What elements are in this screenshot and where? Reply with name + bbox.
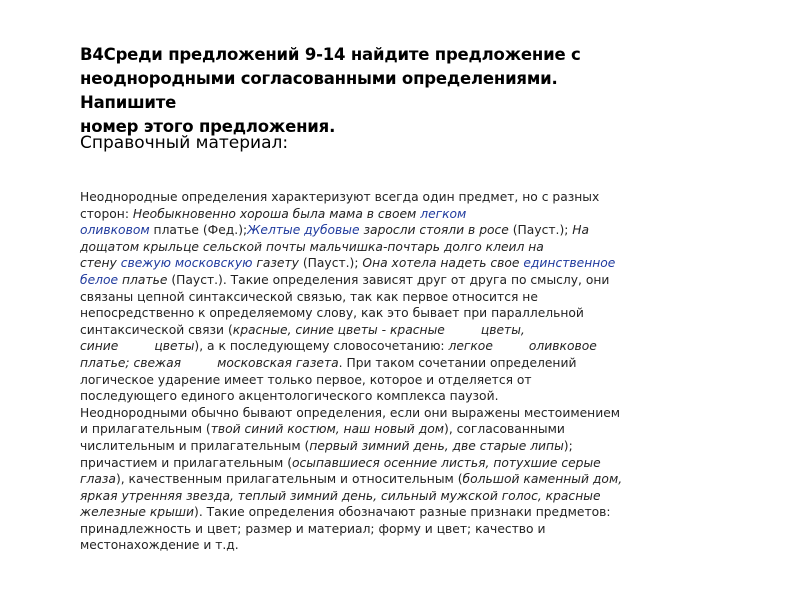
text-segment: ); xyxy=(563,438,573,453)
text-segment: глаза xyxy=(80,472,116,487)
task-question xyxy=(80,43,640,139)
text-segment: ), а к последующему словосочетанию: xyxy=(194,339,449,354)
highlighted-example: Желтые дубовые xyxy=(247,223,360,238)
reference-line xyxy=(80,504,670,521)
highlighted-example: свежую московскую xyxy=(120,256,253,271)
text-segment: последующего единого акцентологического комплекса паузой. xyxy=(80,389,499,404)
text-segment: синтаксической связи ( xyxy=(80,322,233,337)
reference-line xyxy=(80,521,670,538)
text-segment: связаны цепной синтаксической связью, так как первое относится не xyxy=(80,289,538,304)
task-line-1: В4Среди предложений 9-14 найдите предложение с xyxy=(80,45,581,64)
reference-line xyxy=(80,255,670,272)
text-segment: железные крыши xyxy=(80,505,195,520)
reference-line xyxy=(80,405,670,422)
text-segment: (Пауст.); xyxy=(298,256,363,271)
text-segment: дощатом крыльце сельской почты мальчишка-почтарь долго клеил на xyxy=(80,239,544,254)
text-segment: Неоднородные определения характеризуют всегда один предмет, но с разных xyxy=(80,190,600,204)
text-segment: яркая утренняя звезда, теплый зимний день, сильный мужской голос, красные xyxy=(80,488,601,503)
text-segment: Она хотела надеть свое xyxy=(362,256,524,271)
text-segment: платье (Фед.); xyxy=(149,223,248,238)
text-segment: непосредственно к определяемому слову, как это бывает при параллельной xyxy=(80,306,584,321)
text-segment: оливковое xyxy=(528,339,597,354)
text-segment: твой синий костюм, наш новый дом xyxy=(210,422,445,437)
text-segment: газету xyxy=(252,256,299,271)
reference-text xyxy=(80,189,670,554)
reference-line xyxy=(80,239,670,256)
reference-line xyxy=(80,471,670,488)
text-segment: первый зимний день, две старые липы xyxy=(309,438,564,453)
highlighted-example: оливковом xyxy=(80,223,150,238)
text-segment: московская газета xyxy=(217,355,339,370)
text-segment: причастием и прилагательным ( xyxy=(80,455,293,470)
text-segment: ), согласованными xyxy=(444,422,565,437)
text-segment: платье xyxy=(118,272,168,287)
text-segment: синие xyxy=(80,339,119,354)
reference-line xyxy=(80,355,670,372)
text-segment: заросли стояли в росе xyxy=(359,223,509,238)
text-segment: большой каменный дом, xyxy=(462,472,623,487)
reference-line xyxy=(80,272,670,289)
text-segment: цветы xyxy=(154,339,195,354)
text-segment: (Пауст.); xyxy=(508,223,573,238)
highlighted-example: легком xyxy=(420,206,467,221)
task-line-2: неоднородными согласованными определениями. Напишите xyxy=(80,69,558,112)
text-segment: цветы, xyxy=(480,322,525,337)
text-segment: ). Такие определения обозначают разные признаки предметов: xyxy=(194,505,611,520)
reference-line xyxy=(80,388,670,405)
text-segment: (Пауст.). Такие определения зависят друг от друга по смыслу, они xyxy=(167,272,610,287)
reference-line xyxy=(80,421,670,438)
text-segment: принадлежность и цвет; размер и материал; форму и цвет; качество и xyxy=(80,521,546,536)
text-segment: красные, синие цветы - красные xyxy=(232,322,445,337)
reference-line xyxy=(80,322,670,339)
reference-line xyxy=(80,222,670,239)
text-segment: Неоднородными обычно бывают определения, если они выражены местоимением xyxy=(80,405,621,420)
reference-line xyxy=(80,338,670,355)
text-segment: логическое ударение имеет только первое, которое и отделяется от xyxy=(80,372,532,387)
highlighted-example: единственное xyxy=(523,256,616,271)
reference-line xyxy=(80,438,670,455)
text-segment: легкое xyxy=(448,339,493,354)
text-segment: ), качественным прилагательным и относительным ( xyxy=(115,472,463,487)
reference-line xyxy=(80,537,670,554)
reference-line xyxy=(80,206,670,223)
reference-line xyxy=(80,289,670,306)
task-line-3: номер этого предложения. xyxy=(80,117,336,136)
reference-line xyxy=(80,372,670,389)
reference-line xyxy=(80,488,670,505)
text-segment: местонахождение и т.д. xyxy=(80,538,239,553)
highlighted-example: белое xyxy=(80,272,119,287)
reference-line xyxy=(80,305,670,322)
reference-heading: Справочный материал: xyxy=(80,133,289,153)
reference-line xyxy=(80,455,670,472)
text-segment: осыпавшиеся осенние листья, потухшие серые xyxy=(292,455,601,470)
text-segment: платье; свежая xyxy=(80,355,182,370)
text-segment: . При таком сочетании определений xyxy=(338,355,577,370)
text-segment: стену xyxy=(80,256,121,271)
text-segment: числительным и прилагательным ( xyxy=(80,438,310,453)
text-segment: На xyxy=(572,223,590,238)
text-segment: и прилагательным ( xyxy=(80,422,211,437)
text-segment: Необыкновенно хороша была мама в своем xyxy=(132,206,421,221)
reference-line xyxy=(80,189,670,206)
text-segment: сторон: xyxy=(80,206,133,221)
